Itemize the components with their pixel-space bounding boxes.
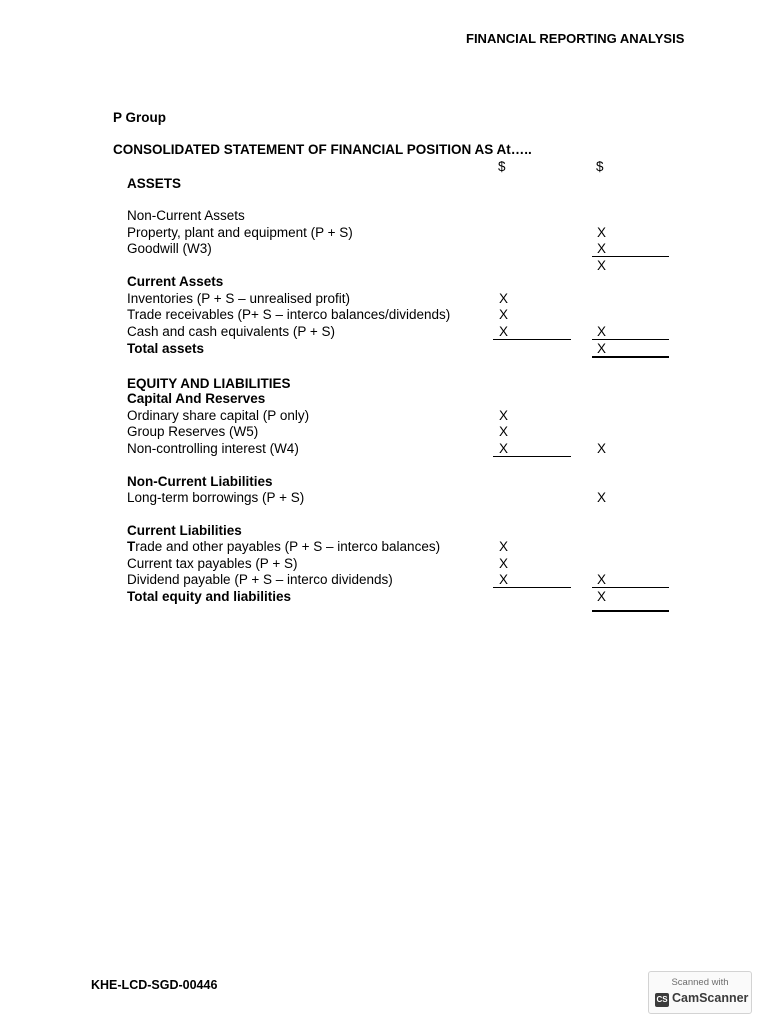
total-rule [592,356,669,358]
ppe-label: Property, plant and equipment (P + S) [127,225,353,240]
long-term-borrowings-label: Long-term borrowings (P + S) [127,490,305,505]
inventories-value: X [499,291,509,306]
goodwill-label: Goodwill (W3) [127,241,212,256]
dividend-payable-value-col1: X [499,572,509,587]
trade-payables-value: X [499,539,509,554]
share-capital-value: X [499,408,509,423]
trade-payables-rest: rade and other payables (P + S – interco balances) [135,539,441,554]
scanned-with-text: Scanned with [671,977,729,988]
trade-payables-initial: T [127,539,136,554]
ppe-value: X [597,225,607,240]
current-liabilities-heading: Current Liabilities [127,523,242,538]
currency-header-col2: $ [596,159,604,174]
group-reserves-value: X [499,424,509,439]
current-assets-heading: Current Assets [127,274,224,289]
total-equity-liabilities-label: Total equity and liabilities [127,589,292,604]
subtotal-rule [592,587,669,588]
current-tax-label: Current tax payables (P + S) [127,556,298,571]
nci-value-col1: X [499,441,509,456]
cash-label: Cash and cash equivalents (P + S) [127,324,335,339]
camscanner-watermark [648,971,752,1014]
subtotal-rule [592,339,669,340]
trade-payables-label [127,539,440,555]
inventories-label: Inventories (P + S – unrealised profit) [127,291,350,306]
share-capital-label: Ordinary share capital (P only) [127,408,310,423]
current-liabilities-subtotal: X [597,572,607,587]
total-assets-value: X [597,341,607,356]
total-assets-label: Total assets [127,341,205,356]
trade-receivables-value: X [499,307,509,322]
dividend-payable-label: Dividend payable (P + S – interco dividends) [127,572,393,587]
statement-title: CONSOLIDATED STATEMENT OF FINANCIAL POSITION AS At….. [113,142,532,157]
current-tax-value: X [499,556,509,571]
goodwill-value: X [597,241,607,256]
non-current-assets-heading: Non-Current Assets [127,208,245,223]
trade-receivables-label: Trade receivables (P+ S – interco balances/dividends) [127,307,451,322]
subtotal-rule [493,456,571,457]
camscanner-brand: CamScanner [672,991,749,1005]
current-assets-subtotal: X [597,324,607,339]
document-code: KHE-LCD-SGD-00446 [91,978,218,992]
non-current-liabilities-heading: Non-Current Liabilities [127,474,273,489]
document-header: FINANCIAL REPORTING ANALYSIS [466,31,685,46]
total-rule [592,610,669,612]
group-reserves-label: Group Reserves (W5) [127,424,259,439]
capital-reserves-heading: Capital And Reserves [127,391,266,406]
subtotal-rule [493,587,571,588]
currency-header-col1: $ [498,159,506,174]
non-current-assets-subtotal: X [597,258,607,273]
capital-reserves-subtotal: X [597,441,607,456]
long-term-borrowings-value: X [597,490,607,505]
nci-label: Non-controlling interest (W4) [127,441,299,456]
assets-heading: ASSETS [127,176,182,191]
subtotal-rule [493,339,571,340]
company-name: P Group [113,110,167,125]
total-equity-liabilities-value: X [597,589,607,604]
equity-liabilities-heading: EQUITY AND LIABILITIES [127,376,291,391]
subtotal-rule [592,256,669,257]
camscanner-logo-icon: CS [655,993,669,1007]
cash-value-col1: X [499,324,509,339]
